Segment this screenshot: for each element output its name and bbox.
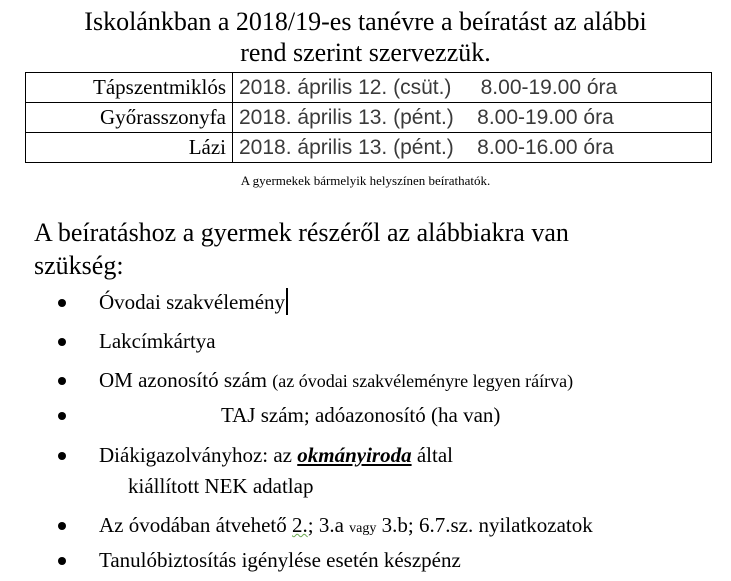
item-text: OM azonosító szám bbox=[99, 368, 273, 392]
intro-line-1: A beíratáshoz a gyermek részéről az alábbiakra van bbox=[34, 218, 569, 247]
item-text-small: vagy bbox=[349, 521, 377, 536]
item-text: ; 3.a bbox=[307, 513, 350, 537]
table-row bbox=[26, 73, 712, 103]
list-item bbox=[99, 511, 593, 543]
time-text: 8.00-19.00 óra bbox=[480, 75, 618, 99]
list-item bbox=[99, 441, 453, 469]
table-row bbox=[26, 103, 712, 133]
item-text: Óvodai szakvélemény bbox=[99, 290, 286, 314]
item-text: Az óvodában átvehető bbox=[99, 513, 293, 537]
text-cursor bbox=[286, 288, 288, 315]
item-text: 2. bbox=[292, 513, 308, 537]
place-cell: Győrasszonyfa bbox=[26, 103, 233, 133]
list-item: Lakcímkártya bbox=[99, 329, 216, 353]
list-item: Tanulóbiztosítás igénylése esetén készpénz bbox=[99, 548, 461, 572]
requirements-intro bbox=[34, 216, 714, 282]
bullet-icon bbox=[58, 557, 66, 565]
bullet-icon bbox=[58, 338, 66, 346]
place-cell: Lázi bbox=[26, 133, 233, 163]
page-title bbox=[0, 6, 731, 68]
date-text: 2018. április 13. (pént.) bbox=[239, 135, 454, 159]
bullet-icon bbox=[58, 299, 66, 307]
title-line-2: rend szerint szervezzük. bbox=[240, 38, 491, 67]
emphasized-text: okmányiroda bbox=[297, 443, 412, 467]
time-text: 8.00-19.00 óra bbox=[477, 105, 614, 129]
schedule-table bbox=[25, 72, 712, 163]
bullet-icon bbox=[58, 377, 66, 385]
list-item bbox=[99, 288, 288, 316]
place-cell: Tápszentmiklós bbox=[26, 73, 233, 103]
date-time-cell bbox=[233, 133, 712, 163]
item-text: Diákigazolványhoz: az bbox=[99, 443, 298, 467]
date-text: 2018. április 13. (pént.) bbox=[239, 105, 454, 129]
list-item bbox=[99, 366, 573, 395]
list-item-continuation: kiállított NEK adatlap bbox=[128, 474, 314, 498]
time-text: 8.00-16.00 óra bbox=[477, 135, 614, 159]
item-text: által bbox=[411, 443, 453, 467]
bullet-icon bbox=[58, 452, 66, 460]
item-text: 3.b; 6.7.sz. nyilatkozatok bbox=[376, 513, 593, 537]
date-time-cell bbox=[233, 73, 712, 103]
list-item: TAJ szám; adóazonosító (ha van) bbox=[221, 403, 501, 427]
date-text: 2018. április 12. (csüt.) bbox=[239, 75, 452, 99]
date-time-cell bbox=[233, 103, 712, 133]
item-note: (az óvodai szakvéleményre legyen ráírva) bbox=[272, 371, 574, 391]
table-row bbox=[26, 133, 712, 163]
intro-line-2: szükség: bbox=[34, 251, 124, 280]
bullet-icon bbox=[58, 412, 66, 420]
table-note: A gyermekek bármelyik helyszínen beírathatók. bbox=[240, 173, 491, 188]
title-line-1: Iskolánkban a 2018/19-es tanévre a beíratást az alábbi bbox=[84, 7, 647, 36]
bullet-icon bbox=[58, 522, 66, 530]
